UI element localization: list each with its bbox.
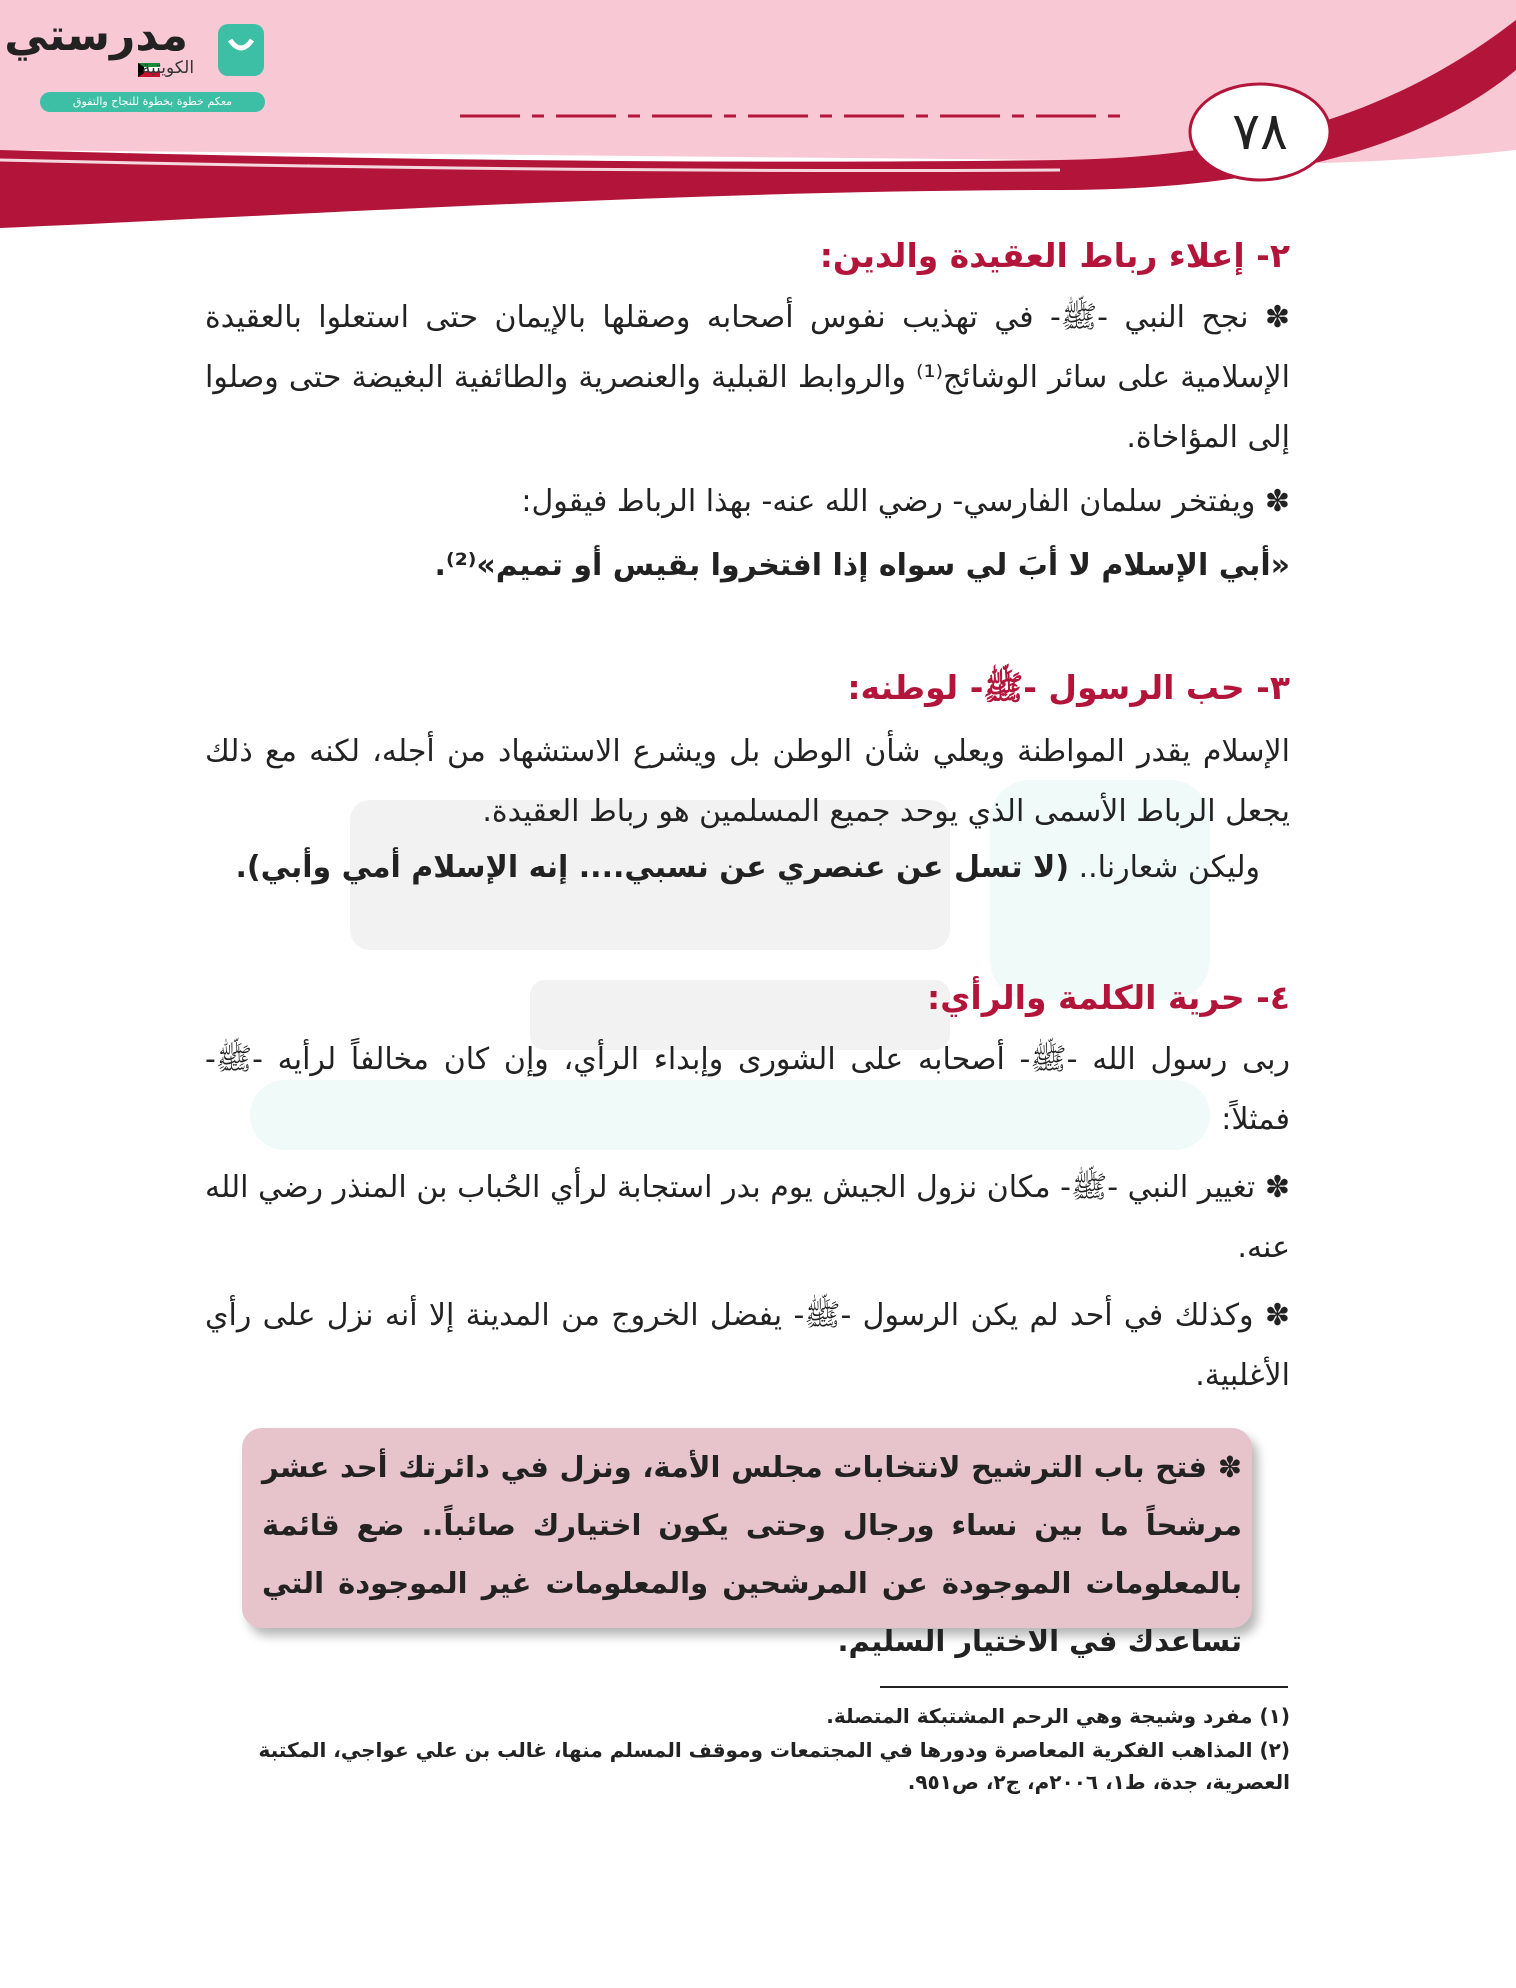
logo-subtitle: الكويتية	[141, 58, 195, 78]
page-number: ٧٨	[1232, 102, 1288, 162]
activity-text: ✽ فتح باب الترشيح لانتخابات مجلس الأمة، ونزل في دائرتك أحد عشر مرشحاً ما بين نساء ورجال وحتى يكون اختيارك صائباً.. ضع قائمة بالمعلومات الموجودة عن المرشحين والمعلومات غير الموجودة التي تساعدك في الاختيار السليم.	[262, 1450, 1242, 1658]
footnote-1: (١) مفرد وشيجة وهي الرحم المشتبكة المتصلة.	[826, 1704, 1290, 1728]
paragraph-salman: ✽ ويفتخر سلمان الفارسي- رضي الله عنه- بهذا الرباط فيقول:	[521, 484, 1290, 519]
footnote-divider	[880, 1686, 1288, 1688]
logo-tagline: معكم خطوة بخطوة للنجاح والتفوق	[40, 92, 265, 112]
poetry-verse: «أبي الإسلام لا أبَ لي سواه إذا افتخروا بقيس أو تميم»⁽²⁾.	[434, 548, 1290, 583]
paragraph-slogan	[236, 850, 1261, 885]
paragraph-belief-bond: ✽ نجح النبي -ﷺ- في تهذيب نفوس أصحابه وصقلها بالإيمان حتى استعلوا بالعقيدة الإسلامية على سائر الوشائج⁽¹⁾ والروابط القبلية والعنصرية والطائفية البغيضة حتى وصلوا إلى المؤاخاة.	[205, 300, 1290, 455]
logo-title: مدرستي	[4, 10, 188, 61]
section-heading-homeland: ٣- حب الرسول -ﷺ- لوطنه:	[847, 668, 1290, 707]
footnote-2: (٢) المذاهب الفكرية المعاصرة ودورها في المجتمعات وموقف المسلم منها، غالب بن علي عواجي، المكتبة العصرية، جدة، ط١، ٢٠٠٦م، ج٢، ص٩٥١.	[258, 1738, 1290, 1794]
paragraph-uhud: ✽ وكذلك في أحد لم يكن الرسول -ﷺ- يفضل الخروج من المدينة إلا أنه نزل على رأي الأغلبية.	[205, 1298, 1290, 1393]
paragraph-badr: ✽ تغيير النبي -ﷺ- مكان نزول الجيش يوم بدر استجابة لرأي الحُباب بن المنذر رضي الله عنه.	[205, 1170, 1290, 1265]
section-heading-belief: ٢- إعلاء رباط العقيدة والدين:	[819, 236, 1290, 275]
paragraph-consultation: ربى رسول الله -ﷺ- أصحابه على الشورى وإبداء الرأي، وإن كان مخالفاً لرأيه -ﷺ- فمثلاً:	[205, 1042, 1290, 1137]
slogan-text: (لا تسل عن عنصري عن نسبي.... إنه الإسلام أمي وأبي).	[235, 850, 1070, 885]
paragraph-citizenship: الإسلام يقدر المواطنة ويعلي شأن الوطن بل ويشرع الاستشهاد من أجله، لكنه مع ذلك يجعل الرباط الأسمى الذي يوحد جميع المسلمين هو رباط العقيدة.	[205, 734, 1290, 829]
slogan-prefix: وليكن شعارنا..	[1069, 850, 1260, 885]
section-heading-freedom: ٤- حرية الكلمة والرأي:	[926, 978, 1290, 1017]
